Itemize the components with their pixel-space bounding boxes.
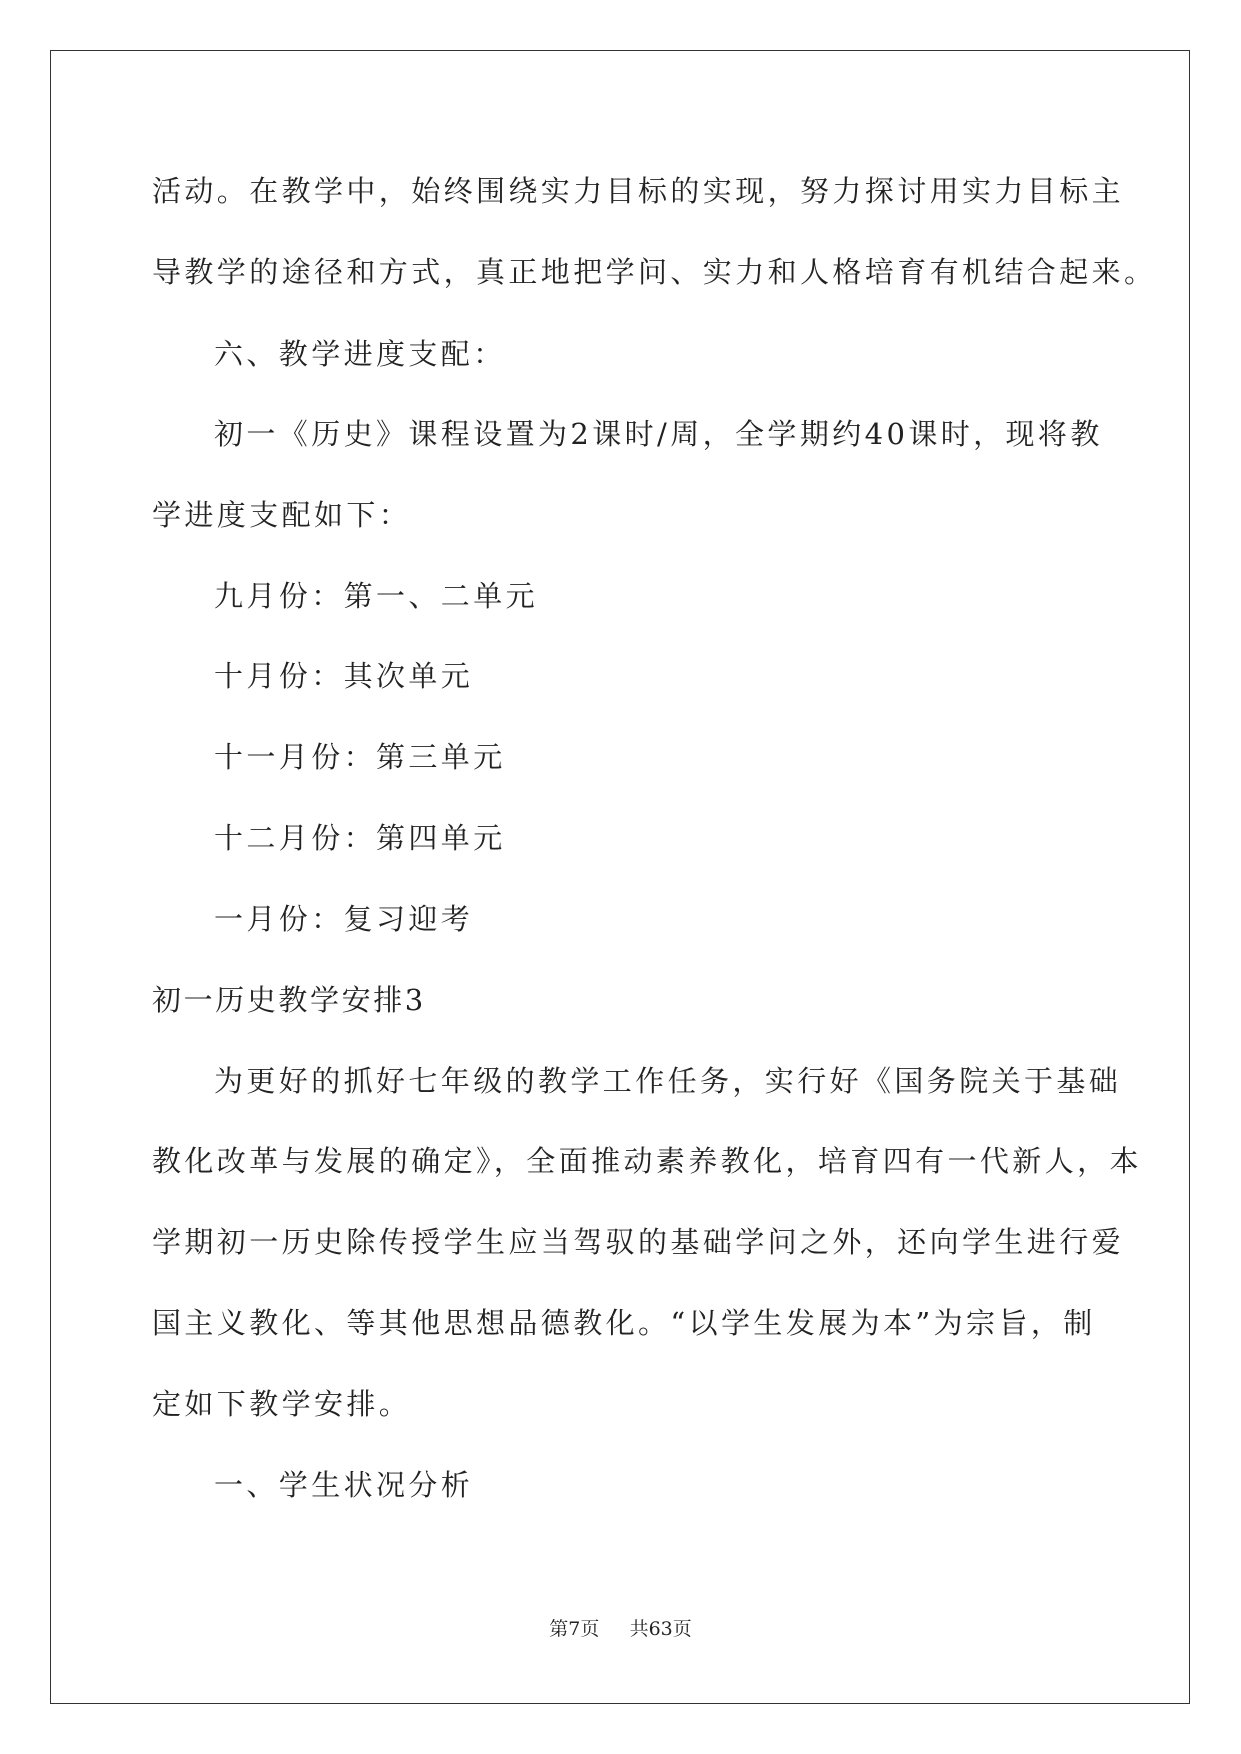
schedule-item: 十一月份：第三单元 xyxy=(214,740,506,774)
page-total: 共63页 xyxy=(629,1618,692,1640)
schedule-item: 十二月份：第四单元 xyxy=(214,821,506,855)
text-line: 教化改革与发展的确定》，全面推动素养教化，培育四有一代新人，本 xyxy=(152,1144,1142,1178)
text-line: 活动。在教学中，始终围绕实力目标的实现，努力探讨用实力目标主 xyxy=(152,174,1125,208)
schedule-item: 九月份：第一、二单元 xyxy=(214,579,539,613)
page-footer xyxy=(0,1617,1241,1641)
text-line: 为更好的抓好七年级的教学工作任务，实行好《国务院关于基础 xyxy=(214,1064,1122,1098)
section-heading: 六、教学进度支配： xyxy=(214,337,506,371)
schedule-item: 十月份：其次单元 xyxy=(214,659,474,693)
text-line: 学期初一历史除传授学生应当驾驭的基础学问之外，还向学生进行爱 xyxy=(152,1225,1125,1259)
text-line: 学进度支配如下： xyxy=(152,498,412,532)
text-line: 国主义教化、等其他思想品德教化。“以学生发展为本”为宗旨，制 xyxy=(152,1306,1096,1340)
text-line: 导教学的途径和方式，真正地把学问、实力和人格培育有机结合起来。 xyxy=(152,255,1157,289)
text-line: 初一《历史》课程设置为2课时/周，全学期约40课时，现将教 xyxy=(214,417,1103,451)
document-title: 初一历史教学安排3 xyxy=(152,983,426,1017)
footer-gap xyxy=(605,1618,623,1640)
text-line: 定如下教学安排。 xyxy=(152,1387,412,1421)
page-frame xyxy=(50,50,1190,1704)
schedule-item: 一月份：复习迎考 xyxy=(214,902,474,936)
page-number: 第7页 xyxy=(549,1618,600,1640)
section-heading: 一、学生状况分析 xyxy=(214,1468,474,1502)
